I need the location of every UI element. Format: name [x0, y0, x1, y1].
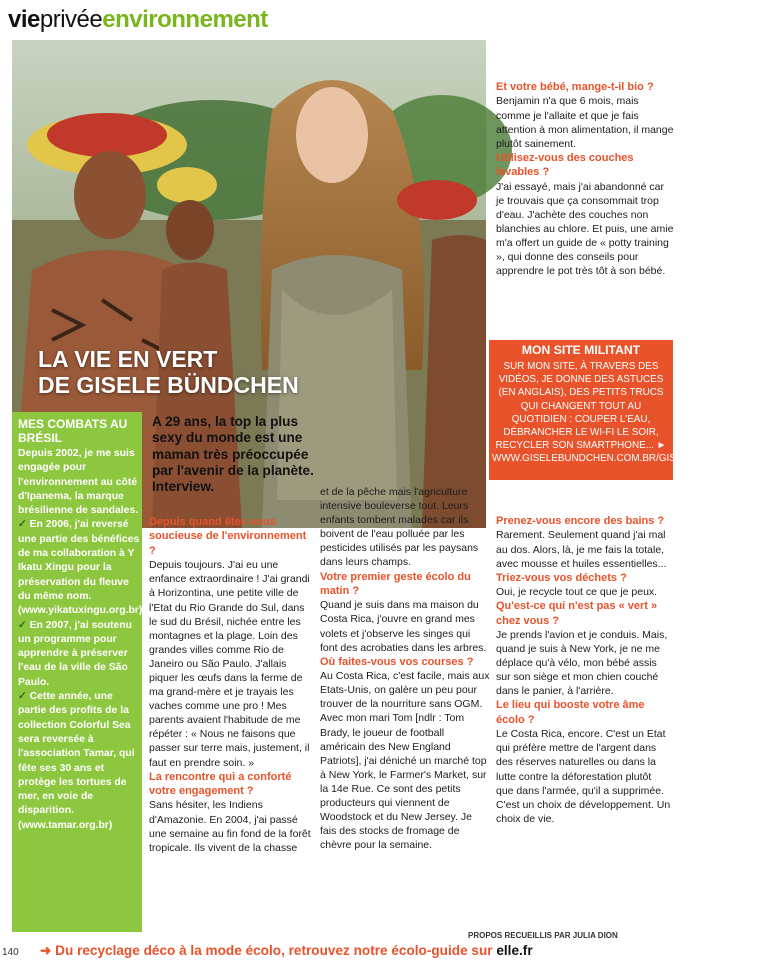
website-box-title: MON SITE MILITANT — [521, 343, 641, 357]
answer: J'ai essayé, mais j'ai abandonné car je trouvais que ça consommait trop d'eau. J'achète des couches non blanchies au chlore. Et puis, une amie m'a offert un guide de « potty training », qui donne des conseils pour apprendre le pot très tôt à son bébé. — [496, 180, 674, 278]
question: Prenez-vous encore des bains ? — [496, 515, 665, 527]
header-vie: vie — [8, 6, 40, 33]
footer-text: Du recyclage déco à la mode écolo, retrouvez notre écolo-guide sur — [55, 943, 497, 958]
header-privee: privée — [39, 6, 103, 33]
column-1 — [149, 515, 314, 855]
sidebar-paragraph: ✓ En 2006, j'ai reversé une partie des bénéfices de ma collaboration à Y Ikatu Xingu pour la préservation du fleuve du même nom. (www.yikatuxingu.org.br) — [18, 519, 143, 617]
question: Et votre bébé, mange-t-il bio ? — [496, 81, 654, 93]
arrow-icon: ➜ — [40, 943, 52, 958]
credits: PROPOS RECUEILLIS PAR JULIA DION — [468, 931, 618, 940]
answer: Rarement. Seulement quand j'ai mal au dos. Alors, là, je me fais la totale, avec mousse et huiles essentielles... — [496, 529, 667, 570]
footer-promo[interactable] — [40, 943, 670, 959]
question: La rencontre qui a conforté votre engagement ? — [149, 770, 292, 798]
column-3 — [496, 514, 671, 826]
check-icon: ✓ — [18, 691, 27, 703]
question: Votre premier geste écolo du matin ? — [320, 570, 471, 597]
question: Utilisez-vous des couches lavables ? — [496, 151, 634, 179]
answer: Sans hésiter, les Indiens d'Amazonie. En 2004, j'ai passé une semaine au fin fond de la forêt tropicale. Ils vivent de la chasse — [149, 799, 311, 854]
question: Depuis quand êtes-vous soucieuse de l'environnement ? — [149, 516, 307, 557]
answer: Oui, je recycle tout ce que je peux. — [496, 586, 658, 599]
column-2 — [320, 485, 490, 852]
answer: et de la pêche mais l'agriculture intensive bouleverse tout. Leurs enfants tombent malades car ils boivent de l'eau polluée par les pesticides utilisés par les paysans dans leurs champs. — [320, 486, 479, 569]
answer: Je prends l'avion et je conduis. Mais, quand je suis à New York, je ne me déplace qu'à vélo, mon bébé assis sur son siège et mon chien couché dans le panier, à l'arrière. — [496, 629, 668, 698]
sidebar-heading: MES COMBATS AU BRÉSIL — [18, 417, 128, 445]
intro-text: A 29 ans, la top la plus sexy du monde est une maman très préoccupée par l'avenir de la planète. Interview. — [152, 414, 314, 495]
footer-link[interactable]: elle.fr — [496, 943, 533, 958]
question: Triez-vous vos déchets ? — [496, 571, 627, 584]
sidebar-paragraph: Depuis 2002, je me suis engagée pour l'environnement au côté d'Ipanema, la marque brésilienne de sandales. — [18, 448, 139, 517]
check-icon: ✓ — [18, 619, 27, 631]
section-header — [8, 6, 268, 34]
article-title — [38, 346, 299, 398]
header-environnement: environnement — [102, 6, 268, 33]
sidebar-paragraph: ✓ En 2007, j'ai soutenu un programme pour apprendre à préserver l'eau de la ville de São Paulo. — [18, 619, 132, 688]
check-icon: ✓ — [18, 519, 27, 531]
article-title-line1: LA VIE EN VERT — [38, 346, 218, 372]
answer: Depuis toujours. J'ai eu une enfance extraordinaire ! J'ai grandi à Horizontina, une petite ville de l'Etat du Rio Grande do Sul, dans le sud du Brésil, nichée entre les montagnes et la plage. Loin des grandes villes comme Rio de Janeiro ou São Paulo. J'allais piquer les œufs dans la ferme de ma grand-mère et je trayais les vaches comme une pro ! Mes parents avaient l'habitude de me répéter : « Nous ne faisons que passer sur terre mais, justement, il faut en prendre soin. » — [149, 559, 310, 769]
question: Où faites-vous vos courses ? — [320, 655, 474, 668]
question: Qu'est-ce qui n'est pas « vert » chez vous ? — [496, 600, 658, 627]
sidebar-paragraph: ✓ Cette année, une partie des profits de la collection Colorful Sea sera reversée à l'association Tamar, qui fête ses 30 ans et protège les tortues de mer, en voie de disparition. (www.tamar.org.br) — [18, 691, 135, 831]
answer: Au Costa Rica, c'est facile, mais aux Etats-Unis, on galère un peu pour trouver de la nourriture sans OGM. Avec mon mari Tom [ndlr : Tom Brady, le joueur de football américain des New England Patriots], j'ai déniché un marché top à New York, le Farmer's Market, sur la 14e Rue. Ce sont des petits producteurs qui viennent de Woodstock et du New Jersey. Je fais des stocks de fromage de chèvre pour la semaine. — [320, 670, 490, 852]
column-right-top — [496, 80, 674, 278]
article-title-line2: DE GISELE BÜNDCHEN — [38, 372, 299, 398]
sidebar-body — [18, 447, 143, 833]
answer: Le Costa Rica, encore. C'est un Etat qui préfère mettre de l'argent dans des réserves naturelles ou dans la lutte contre la déforestation plutôt que dans l'armée, qu'il a supprimée. C'est un choix de développement. Un choix de vie. — [496, 728, 671, 825]
website-box-body[interactable]: SUR MON SITE, À TRAVERS DES VIDÉOS, JE DONNE DES ASTUCES (EN ANGLAIS), DES PETITS TRUCS QUI CHANGENT TOUT AU QUOTIDIEN : COUPER L'EAU, DÉBRANCHER LE WI-FI LE SOIR, RECYCLER SON SMARTPHONE... ► WWW.GISELEBUNDCHEN.COM.BR/GISELE_SOCIAL.ASP — [492, 361, 759, 465]
answer: Quand je suis dans ma maison du Costa Rica, j'ouvre en grand mes volets et j'observe les singes qui font des acrobaties dans les arbres. — [320, 599, 487, 654]
answer: Benjamin n'a que 6 mois, mais comme je l'allaite et que je fais attention à mon alimentation, il mange plutôt sainement. — [496, 95, 674, 150]
page-number: 140 — [2, 947, 19, 958]
question: Le lieu qui booste votre âme écolo ? — [496, 699, 645, 726]
